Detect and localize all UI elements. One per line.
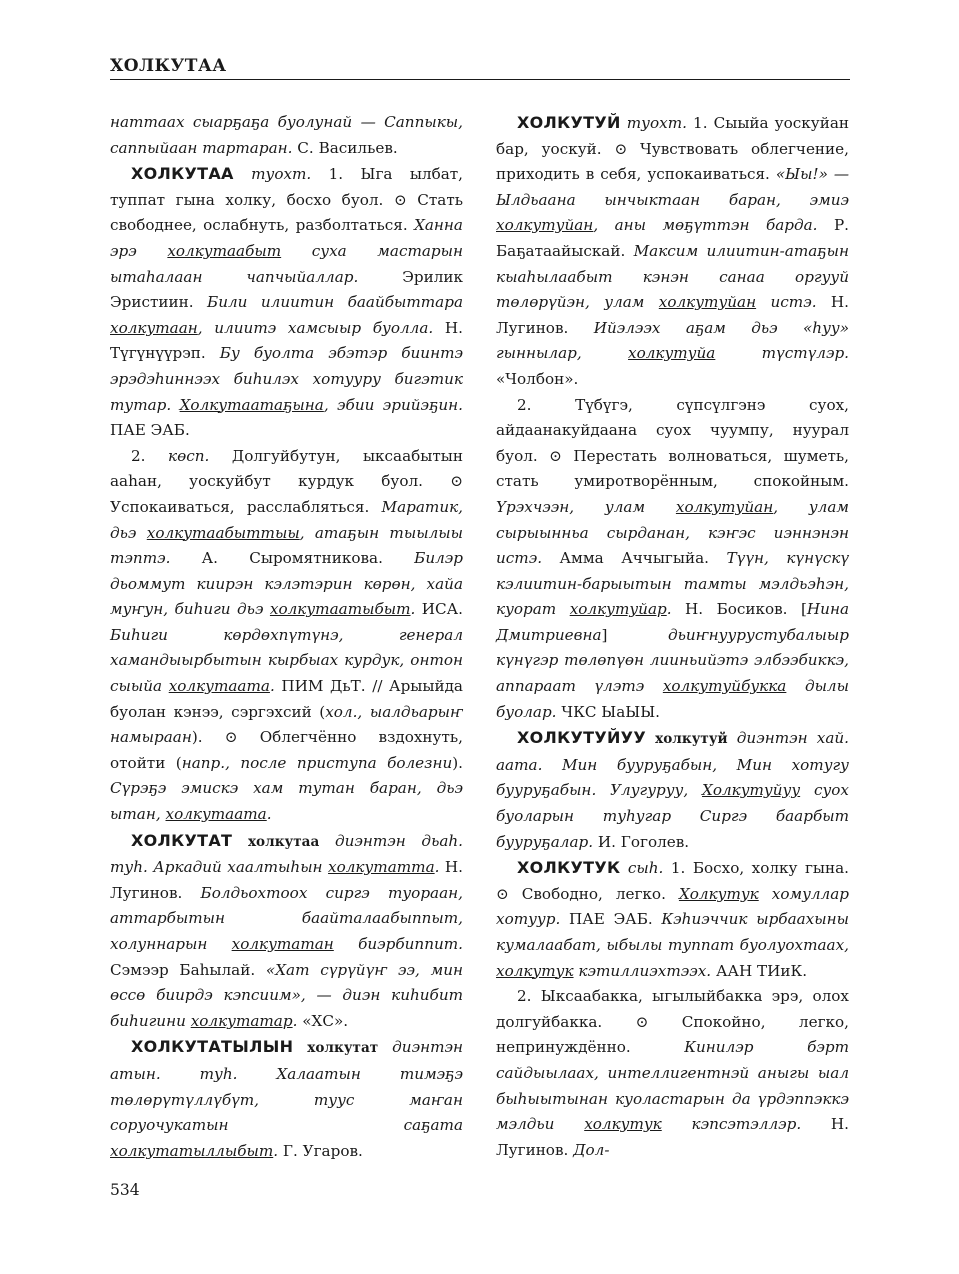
example-text xyxy=(110,1142,273,1160)
underlined-word: холкутаатыбыт xyxy=(269,600,411,619)
underlined-word: холкутатыллыбыт xyxy=(110,1141,274,1160)
example-text: кэпсэтэллэр. xyxy=(661,1115,802,1134)
example-text: диэнтэн атын. туһ. Халаатын тимэҕэ төлөрүтүллүбүт, туус маҥан соруочукатын саҕата xyxy=(110,1038,463,1135)
headword: ХОЛКУТУЙУУ xyxy=(517,728,646,748)
example-text xyxy=(328,858,435,876)
example-text: хол., ыалдьарыҥ намыраан xyxy=(110,702,463,747)
example-text xyxy=(191,1012,293,1030)
definition-text: И. Гоголев. xyxy=(593,832,690,851)
example-text xyxy=(584,1115,662,1133)
definition-text: ] xyxy=(601,625,668,644)
definition-text: 2. xyxy=(131,446,169,465)
source-word: холкутуй xyxy=(655,731,728,748)
definition-text: ААН ТИиК. xyxy=(711,961,808,980)
definition-text: ИСА. xyxy=(415,600,463,619)
definition-text: 2. Түбүгэ, сүпсүлгэнэ суох, айдаанакуйдаана суох чуумпу, нуурал буол. ⊙ Перестать волноваться, шуметь, стать умиротворённым, спокойным. xyxy=(496,395,849,491)
example-text xyxy=(679,885,759,903)
definition-text: ). ⊙ Облегчённо вздохнуть, отойти ( xyxy=(110,728,463,772)
example-text: , эбии эрийэҕин. xyxy=(323,395,464,414)
example-text xyxy=(702,781,800,799)
example-text: . xyxy=(269,677,275,696)
definition-text: 2. Ыксаабакка, ыгылыйбакка эрэ, олох долгуйбакка. ⊙ Спокойно, легко, непринуждённо. xyxy=(496,987,849,1057)
example-text: Маратик, дьэ xyxy=(110,497,463,542)
underlined-word: Холкутук xyxy=(678,884,759,903)
example-text xyxy=(270,600,411,618)
example-text: , аны мөҕүттэн барда. xyxy=(593,216,818,235)
definition-text: Амма Аччыгыйа. xyxy=(542,549,727,568)
definition-text: ПАЕ ЭАБ. xyxy=(560,910,662,929)
headword: ХОЛКУТУК xyxy=(517,858,621,878)
dictionary-entry xyxy=(110,828,463,1035)
example-text xyxy=(659,293,756,311)
example-text xyxy=(167,242,281,260)
dictionary-entry xyxy=(110,444,463,828)
dictionary-entry xyxy=(496,984,849,1163)
underlined-word: холкутуйан xyxy=(496,216,594,235)
definition-text xyxy=(646,729,655,747)
example-text: истэ. xyxy=(756,293,817,312)
definition-text: Г. Угаров. xyxy=(278,1141,363,1160)
example-text: дьиҥнуурустубалыыр күнүгэр төлөпүөн лииньийэтэ элбээбиккэ, аппараат үлэтэ xyxy=(496,625,849,696)
definition-text: Н. Түгүнүүрэп. xyxy=(110,318,463,363)
definition-text xyxy=(319,832,335,850)
definition-text xyxy=(232,832,248,850)
left-column xyxy=(110,110,463,1164)
example-text xyxy=(496,962,574,980)
example-text xyxy=(110,319,198,337)
definition-text: ПАЕ ЭАБ. xyxy=(110,421,190,440)
definition-text: «ХС». xyxy=(297,1011,349,1030)
source-word: холкутат xyxy=(307,1040,379,1057)
definition-text: Н. Босиков. [ xyxy=(671,600,807,619)
example-text: суха мастарын ытаһалаан чапчыйаллар. xyxy=(110,241,464,286)
example-text: Бу буолта эбэтэр биинтэ эрэдэһиннээх биһилэх хотууру бигэтик тутар. xyxy=(110,344,463,414)
definition-text: 1. Босхо, холку гына. ⊙ Свободно, легко. xyxy=(496,859,850,903)
example-text: «Ыы!» — Ылдьаана ынчыктаан баран, эмиэ xyxy=(496,165,850,209)
definition-text: Сэмээр Баһылай. xyxy=(110,960,266,979)
definition-text xyxy=(728,729,737,747)
underlined-word: холкутаата xyxy=(165,805,267,824)
definition-text: ПИМ ДьТ. // Арыыйда буолан кэнээ, сэргэхсий ( xyxy=(110,677,463,721)
example-text: Били илиитин баайбыттара xyxy=(207,293,464,312)
underlined-word: холкутуйбукка xyxy=(662,677,787,696)
underlined-word: холкутаан xyxy=(110,318,198,337)
definition-text: А. Сыромятникова. xyxy=(170,549,415,568)
dictionary-entry xyxy=(496,110,849,393)
underlined-word: холкутуйар xyxy=(569,600,667,619)
example-text xyxy=(628,344,715,362)
example-text: , атаҕын тыылыы тэптэ. xyxy=(110,523,463,568)
example-text: напр., после приступа болезни xyxy=(181,753,453,772)
headword: ХОЛКУТУЙ xyxy=(517,113,621,132)
underlined-word: холкутаабыт xyxy=(167,241,282,260)
source-word: холкутаа xyxy=(247,833,320,850)
example-text: көсп. xyxy=(168,446,210,465)
right-column xyxy=(496,110,849,1163)
example-text xyxy=(676,498,773,516)
definition-text: Эрилик Эристиин. xyxy=(110,267,463,312)
example-text: диэнтэн дьаһ. туһ. Аркадий хаалтыһын xyxy=(110,831,463,877)
dictionary-entry xyxy=(110,161,463,444)
example-text xyxy=(180,396,324,414)
underlined-word: холкутуйан xyxy=(675,497,774,516)
underlined-word: холкутатар xyxy=(190,1011,293,1030)
example-text: Ханна эрэ xyxy=(110,216,463,260)
example-text: Кэһиэччик ырбаахыны кумалаабат, ыбылы туппат буолуохтаах, xyxy=(496,910,849,954)
example-text: Кинилэр бэрт сайдыылаах, интеллигентнэй аныгы ыал быһыытынан куоластарын да үрдэппэккэ мэлдьи xyxy=(496,1038,849,1134)
dictionary-entry xyxy=(110,1034,463,1164)
example-text xyxy=(169,677,270,695)
running-head: ХОЛКУТАА xyxy=(110,56,227,76)
definition-text: «Чолбон». xyxy=(496,369,579,388)
definition-text: Р. Баҕатаайыскай. xyxy=(496,216,849,260)
definition-text: Н. Лугинов. xyxy=(496,1115,849,1159)
example-text: туохт. xyxy=(251,165,312,184)
definition-text: Н. Лугинов. xyxy=(496,293,849,337)
example-text: . xyxy=(273,1141,279,1160)
underlined-word: холкутатан xyxy=(231,935,334,953)
dictionary-entry xyxy=(496,855,849,984)
example-text xyxy=(496,216,593,234)
underlined-word: Холкутуйуу xyxy=(702,781,801,800)
example-text xyxy=(663,677,787,695)
example-text: . xyxy=(434,858,440,877)
example-text: биэрбиппит. xyxy=(333,935,463,953)
underlined-word: Холкутаатаҕына xyxy=(179,395,324,414)
example-text: Болдьохтоох сиргэ туораан, аттарбытын баайталаабыппыт, холуннарын xyxy=(110,883,463,953)
example-text: Максим илиитин-атаҕын кыаһылаабыт кэнэн санаа оргууй төлөрүйэн, улам xyxy=(496,241,849,312)
example-text: . xyxy=(410,600,416,619)
definition-text: Н. Лугинов. xyxy=(110,858,463,902)
example-text: туохт. xyxy=(626,114,687,132)
example-text: суох буоларын туһугар Сиргэ баарбыт бууруҕалар. xyxy=(496,781,849,851)
example-text: дылы буолар. xyxy=(496,677,849,721)
example-text: . xyxy=(266,805,272,824)
headword: ХОЛКУТАТ xyxy=(131,830,233,850)
example-text: сыһ. xyxy=(627,859,664,878)
definition-text xyxy=(234,165,251,183)
dictionary-entry xyxy=(110,110,463,161)
example-text: , улам сырыынньа сырданан, кэҥэс иэннэнэн истэ. xyxy=(496,497,849,568)
dictionary-entry xyxy=(496,725,849,855)
example-text: Биһиги көрдөхпүтүнэ, генерал хамандыырбытын кырбыах курдук, онтон сыыйа xyxy=(110,625,463,696)
underlined-word: холкутук xyxy=(496,961,574,980)
example-text: түстүлэр. xyxy=(715,344,850,363)
example-text: кэтиллиэхтээх. xyxy=(573,961,712,980)
example-text xyxy=(570,600,667,618)
headword: ХОЛКУТАТЫЛЫН xyxy=(131,1037,294,1057)
example-text: Үрэхчээн, улам xyxy=(496,497,676,516)
underlined-word: холкутуйа xyxy=(628,344,716,363)
example-text: диэнтэн хай. аата. Мин бууруҕабын, Мин хотугу бууруҕабын. Улугуруу, xyxy=(496,729,850,800)
example-text: Ийэлээх аҕам дьэ «һуу» гыннылар, xyxy=(496,318,849,363)
headword: ХОЛКУТАА xyxy=(131,164,234,184)
definition-text: Долгуйбутун, ыксаабытын ааһан, уоскуйбут курдук буол. ⊙ Успокаиваться, расслабляться. xyxy=(110,446,463,516)
definition-text xyxy=(293,1038,307,1056)
underlined-word: холкутаабыттыы xyxy=(146,523,300,542)
header-rule xyxy=(110,79,850,80)
example-text xyxy=(166,805,267,823)
underlined-word: холкутаата xyxy=(168,677,270,696)
example-text: «Хат сүрүйүҥ ээ, мин өссө биирдэ кэпсиим», — диэн киһибит биһигини xyxy=(110,960,463,1030)
example-text: , илиитэ хамсыыр буолла. xyxy=(197,318,434,337)
example-text: Сүрэҕэ эмискэ хам тутан баран, дьэ ытан, xyxy=(110,779,463,824)
example-text: . xyxy=(666,600,672,619)
example-text: Дол- xyxy=(573,1140,610,1159)
definition-text: ). xyxy=(452,753,463,772)
example-text: наттаах сыарҕаҕа буолунай — Саппыкы, саппыйаан тартаран. xyxy=(110,113,463,157)
example-text: Түүн, күнүскү кэлиитин-барыытын тамты мэлдьэһэн, куорат xyxy=(496,549,849,619)
example-text: . xyxy=(292,1011,298,1030)
page-number: 534 xyxy=(110,1181,140,1199)
example-text: Нина Дмитриевна xyxy=(496,600,850,644)
example-text: хомуллар хотуур. xyxy=(496,884,849,929)
definition-text: ЧКС ЫаЫЫ. xyxy=(556,702,660,721)
example-text xyxy=(232,935,334,953)
definition-text: 1. Ыга ылбат, туппат гына холку, босхо буол. ⊙ Стать свободнее, ослабнуть, разболтаться. xyxy=(110,165,463,235)
underlined-word: холкутатта xyxy=(328,858,435,877)
definition-text: С. Васильев. xyxy=(292,138,398,157)
definition-text xyxy=(378,1038,392,1056)
dictionary-entry xyxy=(496,393,849,726)
underlined-word: холкутук xyxy=(584,1115,662,1134)
example-text xyxy=(147,524,300,542)
definition-text xyxy=(620,859,628,877)
example-text: Билэр дьоммут киирэн кэлэтэрин көрөн, хайа муҥун, биһиги дьэ xyxy=(110,549,463,619)
definition-text: 1. Сыыйа уоскуйан бар, уоскуй. ⊙ Чувствовать облегчение, приходить в себя, успокаиваться. xyxy=(496,114,849,184)
underlined-word: холкутуйан xyxy=(658,293,757,312)
